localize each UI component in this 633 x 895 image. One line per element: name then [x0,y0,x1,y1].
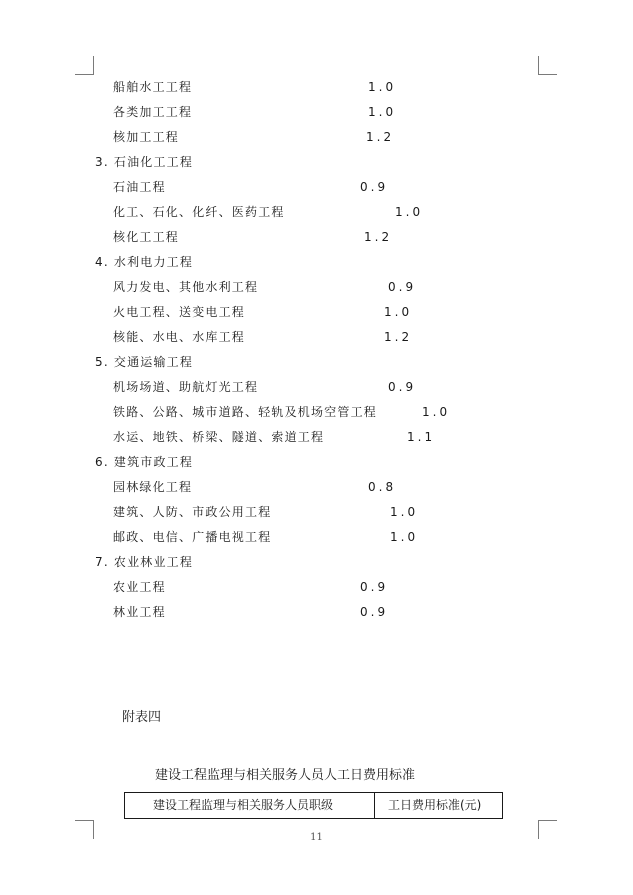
coefficient-value: 0.9 [388,280,417,294]
coefficient-value: 1.2 [364,230,393,244]
list-item [0,127,633,147]
table-title: 建设工程监理与相关服务人员人工日费用标准 [155,768,416,783]
list-item [0,277,633,297]
coefficient-value: 1.0 [368,80,397,94]
coefficient-value: 1.2 [384,330,413,344]
section-heading [0,552,633,572]
coefficient-value: 1.0 [422,405,451,419]
page-number: 11 [310,832,323,843]
list-item [0,402,633,422]
list-item [0,227,633,247]
list-item [0,427,633,447]
list-item [0,602,633,622]
item-name: 林业工程 [113,605,166,619]
list-item [0,577,633,597]
section-title: 6. 建筑市政工程 [95,455,194,469]
table-header-cell: 工日费用标准(元) [388,798,482,812]
coefficient-value: 0.9 [360,605,389,619]
item-name: 核加工工程 [113,130,180,144]
item-name: 核能、水电、水库工程 [113,330,246,344]
coefficient-value: 1.0 [384,305,413,319]
list-item [0,302,633,322]
item-name: 铁路、公路、城市道路、轻轨及机场空管工程 [113,405,378,419]
coefficient-value: 1.1 [407,430,436,444]
section-title: 7. 农业林业工程 [95,555,194,569]
coefficient-value: 0.9 [388,380,417,394]
section-heading [0,152,633,172]
coefficient-value: 1.2 [366,130,395,144]
item-name: 化工、石化、化纤、医药工程 [113,205,285,219]
crop-mark-top-right [538,56,557,75]
coefficient-value: 0.8 [368,480,397,494]
table-header-cell: 建设工程监理与相关服务人员职级 [125,793,375,818]
item-name: 水运、地铁、桥梁、隧道、索道工程 [113,430,325,444]
section-title: 5. 交通运输工程 [95,355,194,369]
section-title: 3. 石油化工工程 [95,155,194,169]
item-name: 船舶水工工程 [113,80,193,94]
list-item [0,477,633,497]
list-item [0,377,633,397]
coefficient-value: 0.9 [360,580,389,594]
list-item [0,177,633,197]
coefficient-value: 1.0 [390,530,419,544]
item-name: 各类加工工程 [113,105,193,119]
section-title: 4. 水利电力工程 [95,255,194,269]
list-item [0,77,633,97]
annex-label: 附表四 [122,710,162,725]
section-heading [0,352,633,372]
item-name: 邮政、电信、广播电视工程 [113,530,272,544]
list-item [0,202,633,222]
coefficient-value: 1.0 [395,205,424,219]
item-name: 核化工工程 [113,230,180,244]
item-name: 风力发电、其他水利工程 [113,280,259,294]
coefficient-value: 1.0 [390,505,419,519]
section-heading [0,452,633,472]
list-item [0,102,633,122]
list-item [0,502,633,522]
crop-mark-top-left [75,56,94,75]
list-item [0,327,633,347]
item-name: 石油工程 [113,180,166,194]
list-item [0,527,633,547]
item-name: 机场场道、助航灯光工程 [113,380,259,394]
section-heading [0,252,633,272]
item-name: 火电工程、送变电工程 [113,305,246,319]
fee-table-header [124,792,503,819]
item-name: 农业工程 [113,580,166,594]
item-name: 园林绿化工程 [113,480,193,494]
coefficient-value: 1.0 [368,105,397,119]
coefficient-value: 0.9 [360,180,389,194]
item-name: 建筑、人防、市政公用工程 [113,505,272,519]
